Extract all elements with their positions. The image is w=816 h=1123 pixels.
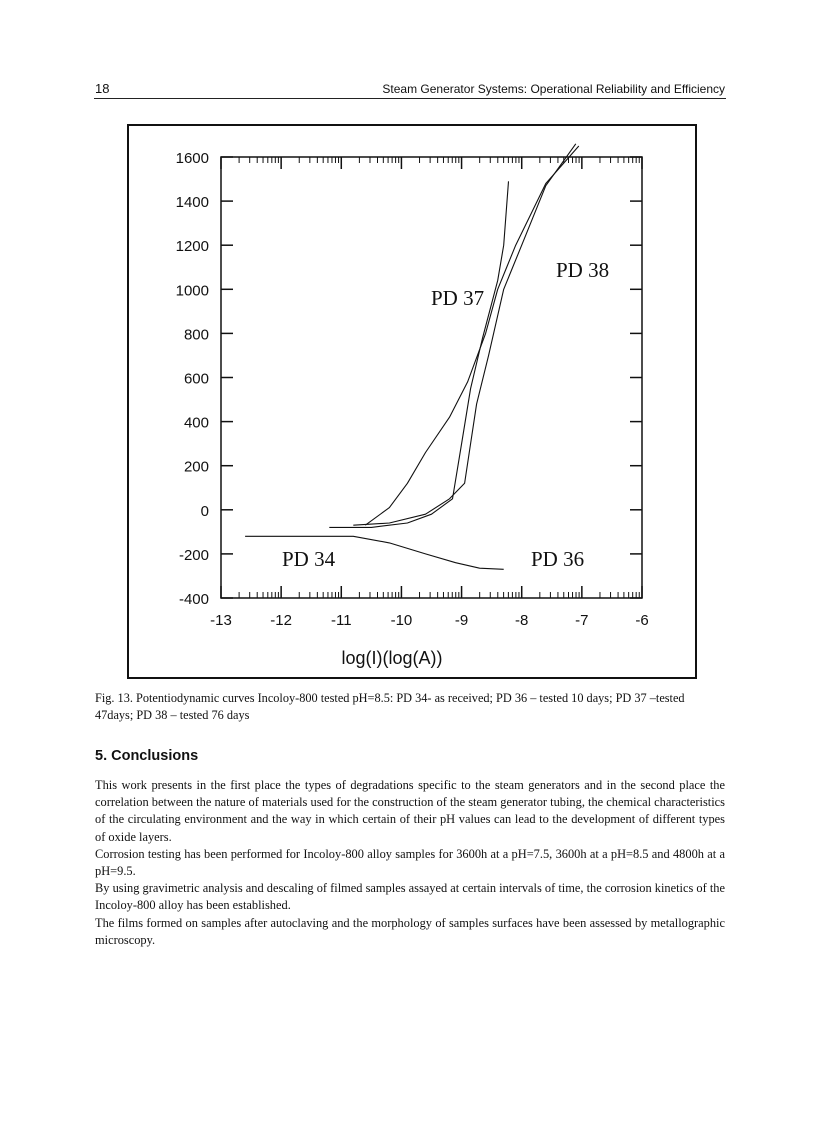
- series-line-pd36: [329, 181, 508, 527]
- y-tick-label: 1200: [175, 238, 209, 256]
- section-heading: 5. Conclusions: [95, 748, 199, 764]
- label-pd34: PD 34: [282, 547, 336, 571]
- y-tick-label: 800: [183, 326, 209, 344]
- page-number: 18: [95, 81, 110, 96]
- x-tick-label: -7: [575, 612, 589, 629]
- x-tick-label: -9: [454, 612, 469, 629]
- paragraph: The films formed on samples after autoclaving and the morphology of samples surfaces have been assessed by metallographic microscopy.: [95, 915, 725, 947]
- y-tick-label: -400: [178, 591, 209, 608]
- y-tick-label: 400: [183, 414, 209, 432]
- paragraph: This work presents in the first place the types of degradations specific to the steam generators and in the second place the correlation between the nature of materials used for the construction of the steam generator tubing, the chemical characteristics of the circulating environment and the way in which certain of their pH values can lead to the development of different types of oxide layers.: [95, 778, 725, 844]
- series-line-pd38: [353, 144, 576, 525]
- x-tick-label: -12: [270, 612, 292, 629]
- x-axis-label: log(I)(log(A)): [341, 648, 443, 668]
- paragraph: Corrosion testing has been performed for Incoloy-800 alloy samples for 3600h at a pH=7.5, 3600h at a pH=8.5 and 4800h at a pH=9.5.: [95, 846, 725, 879]
- y-tick-label: 200: [183, 458, 209, 476]
- x-tick-label: -6: [635, 612, 649, 629]
- x-tick-label: -8: [515, 612, 529, 629]
- x-tick-label: -10: [390, 612, 413, 629]
- series-layer: [245, 144, 579, 570]
- y-tick-label: 0: [200, 502, 209, 520]
- y-tick-label: 600: [183, 370, 209, 388]
- section-body: [95, 777, 725, 949]
- running-title: Steam Generator Systems: Operational Reliability and Efficiency: [382, 82, 725, 96]
- series-line-pd37: [365, 146, 579, 525]
- plot-area: [221, 157, 642, 598]
- y-tick-label: 1600: [175, 150, 209, 167]
- x-tick-label: -13: [210, 612, 232, 629]
- label-pd37: PD 37: [431, 286, 485, 310]
- y-tick-label: -200: [178, 546, 209, 564]
- y-tick-label: 1000: [175, 282, 209, 300]
- minor-ticks: [239, 157, 639, 598]
- x-tick-label: -11: [330, 612, 352, 629]
- figure-caption: Fig. 13. Potentiodynamic curves Incoloy-800 tested pH=8.5: PD 34- as received; PD 36 – tested 10 days; PD 37 –tested 47days; PD 38 – tested 76 days: [95, 691, 685, 722]
- y-tick-label: 1400: [175, 194, 209, 212]
- label-pd38: PD 38: [556, 258, 610, 282]
- label-pd36: PD 36: [531, 547, 585, 571]
- paragraph: By using gravimetric analysis and descaling of filmed samples assayed at certain intervals of time, the corrosion kinetics of the Incoloy-800 alloy has been established.: [95, 881, 725, 913]
